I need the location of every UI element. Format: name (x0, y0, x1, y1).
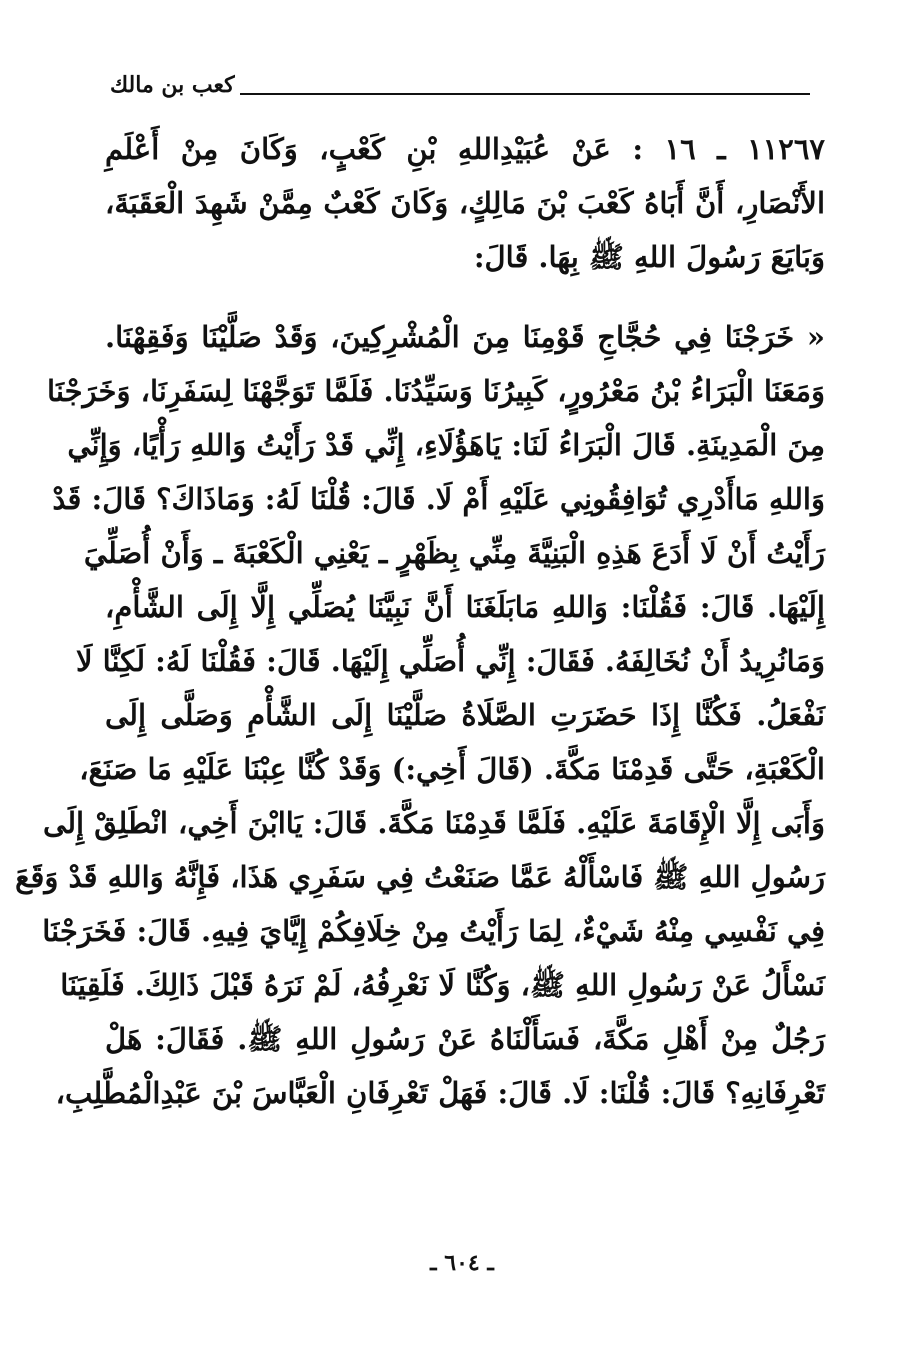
text-line: وَبَايَعَ رَسُولَ اللهِ ﷺ بِهَا. قَالَ: (473, 240, 825, 274)
text-line: وَاللهِ مَاأَدْرِي تُوَافِقُونِي عَلَيْهِ أَمْ لَا. قَالَ: قُلْنَا لَهُ: وَمَاذَاكَ؟ قَالَ: قَدْ (52, 482, 825, 516)
text-line: نَسْأَلُ عَنْ رَسُولِ اللهِ ﷺ، وَكُنَّا لَا نَعْرِفُهُ، لَمْ نَرَهُ قَبْلَ ذَالِكَ. فَلَقِيَنَا (60, 968, 825, 1002)
text-line: وَمَانُرِيدُ أَنْ نُخَالِفَهُ. فَقَالَ: إِنِّي أُصَلِّي إِلَيْهَا. قَالَ: فَقُلْنَا لَهُ: لَكِنَّا لَا (75, 644, 825, 678)
text-line: الْكَعْبَةِ، حَتَّى قَدِمْنَا مَكَّةَ. (قَالَ أَخِي:) وَقَدْ كُنَّا عِبْنَا عَلَيْهِ مَا صَنَعَ، (79, 752, 825, 786)
hadith-text (15, 122, 825, 1120)
text-line: مِنَ الْمَدِينَةِ. قَالَ الْبَرَاءُ لَنَا: يَاهَؤُلَاءِ، إِنِّي قَدْ رَأَيْتُ وَاللهِ رَأْيًا، وَإِنِّي (67, 428, 825, 462)
text-line: وَمَعَنَا الْبَرَاءُ بْنُ مَعْرُورٍ، كَبِيرُنَا وَسَيِّدُنَا. فَلَمَّا تَوَجَّهْنَا لِسَفَرِنَا، وَخَرَجْنَا (47, 374, 825, 408)
text-line: ١١٢٦٧ ـ ١٦ : عَنْ عُبَيْدِاللهِ بْنِ كَعْبٍ، وَكَانَ مِنْ أَعْلَمِ (105, 132, 825, 166)
text-line: فِي نَفْسِي مِنْهُ شَيْءٌ، لِمَا رَأَيْتُ مِنْ خِلَافِكُمْ إِيَّايَ فِيهِ. قَالَ: فَخَرَجْنَا (42, 914, 825, 948)
page-number: ـ ٦٠٤ ـ (430, 1250, 494, 1276)
running-header (110, 72, 810, 112)
text-line: « خَرَجْنَا فِي حُجَّاجِ قَوْمِنَا مِنَ الْمُشْرِكِينَ، وَقَدْ صَلَّيْنَا وَفَقِهْنَا. (105, 320, 825, 354)
text-line: رَسُولِ اللهِ ﷺ فَاسْأَلْهُ عَمَّا صَنَعْتُ فِي سَفَرِي هَذَا، فَإِنَّهُ وَاللهِ قَدْ وَقَعَ (15, 860, 825, 894)
paragraph-gap (105, 284, 825, 310)
text-line: رَجُلٌ مِنْ أَهْلِ مَكَّةَ، فَسَأَلْنَاهُ عَنْ رَسُولِ اللهِ ﷺ. فَقَالَ: هَلْ (105, 1022, 825, 1056)
text-line: رَأَيْتُ أَنْ لَا أَدَعَ هَذِهِ الْبَنِيَّةَ مِنِّي بِظَهْرٍ ـ يَعْنِي الْكَعْبَةَ ـ وَأَنْ أُصَلِّيَ (83, 536, 825, 570)
text-line: وَأَبَى إِلَّا الْإِقَامَةَ عَلَيْهِ. فَلَمَّا قَدِمْنَا مَكَّةَ. قَالَ: يَاابْنَ أَخِي، انْطَلِقْ إِلَى (43, 806, 825, 840)
text-line: تَعْرِفَانِهِ؟ قَالَ: قُلْنَا: لَا. قَالَ: فَهَلْ تَعْرِفَانِ الْعَبَّاسَ بْنَ عَبْدِالْمُطَّلِبِ، (55, 1076, 825, 1110)
text-line: الأَنْصَارِ، أَنَّ أَبَاهُ كَعْبَ بْنَ مَالِكٍ، وَكَانَ كَعْبٌ مِمَّنْ شَهِدَ الْعَقَبَةَ، (105, 186, 825, 220)
running-header-title: كعب بن مالك (110, 72, 235, 98)
header-rule (240, 93, 810, 95)
text-line: نَفْعَلُ. فَكُنَّا إِذَا حَضَرَتِ الصَّلَاةُ صَلَّيْنَا إِلَى الشَّأْمِ وَصَلَّى إِلَى (105, 698, 825, 732)
text-line: إِلَيْهَا. قَالَ: فَقُلْنَا: وَاللهِ مَابَلَغَنَا أَنَّ نَبِيَّنَا يُصَلِّي إِلَّا إِلَى الشَّأْمِ، (105, 590, 825, 624)
